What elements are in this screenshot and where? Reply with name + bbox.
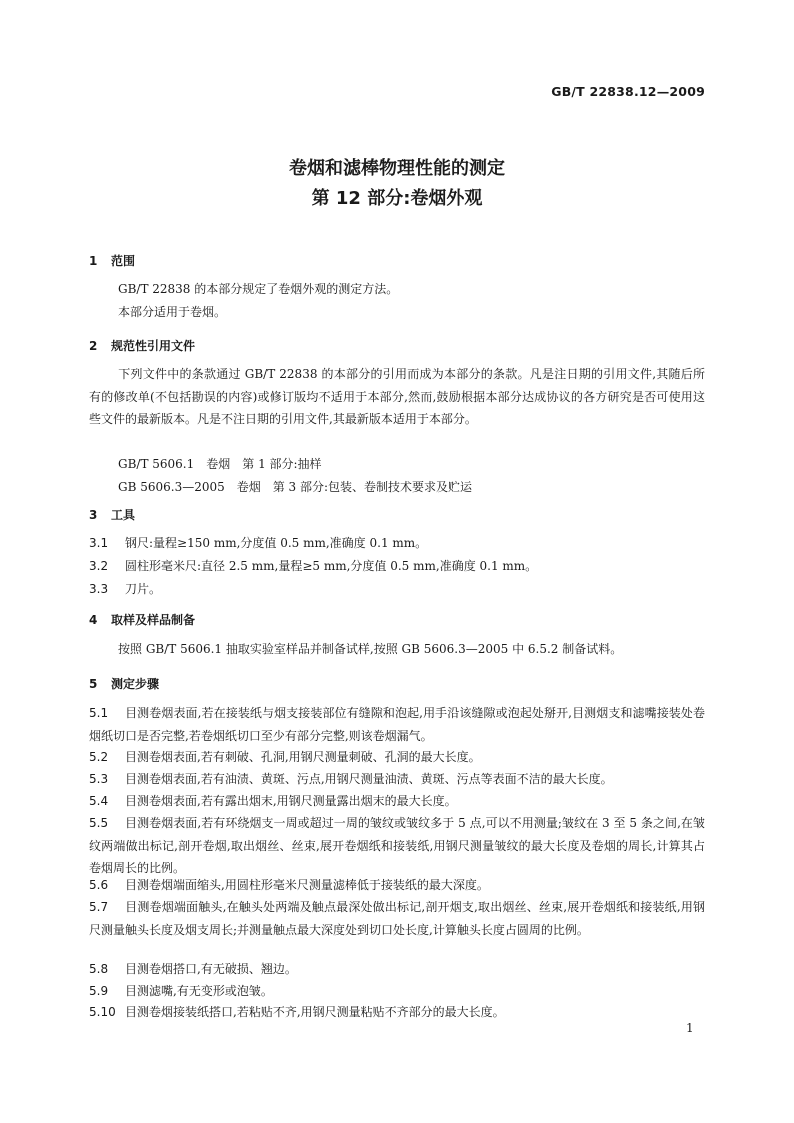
item-text: 圆柱形毫米尺:直径 2.5 mm,量程≥5 mm,分度值 0.5 mm,准确度 0.1 mm。 bbox=[125, 559, 538, 573]
section-number: 4 bbox=[89, 613, 98, 627]
section-title: 工具 bbox=[111, 508, 136, 522]
list-item bbox=[89, 896, 705, 941]
item-text: 钢尺:量程≥150 mm,分度值 0.5 mm,准确度 0.1 mm。 bbox=[125, 536, 428, 550]
item-text: 目测滤嘴,有无变形或泡皱。 bbox=[125, 984, 273, 998]
section-heading-sampling bbox=[89, 611, 195, 628]
section-title: 取样及样品制备 bbox=[111, 613, 196, 627]
list-item bbox=[89, 768, 705, 791]
section-heading-normative-references bbox=[89, 337, 195, 354]
item-number: 5.8 bbox=[89, 962, 109, 976]
section-heading-scope bbox=[89, 252, 135, 269]
item-number: 5.2 bbox=[89, 750, 109, 764]
section-number: 2 bbox=[89, 339, 98, 353]
section-title: 测定步骤 bbox=[111, 677, 160, 691]
item-text: 目测卷烟搭口,有无破损、翘边。 bbox=[125, 962, 297, 976]
item-number: 5.1 bbox=[89, 706, 109, 720]
item-text: 目测卷烟表面,若有露出烟末,用钢尺测量露出烟末的最大长度。 bbox=[125, 794, 457, 808]
section-number: 1 bbox=[89, 254, 98, 268]
item-number: 5.5 bbox=[89, 816, 109, 830]
list-item bbox=[89, 532, 705, 555]
list-item bbox=[89, 980, 705, 1003]
list-item bbox=[89, 790, 705, 813]
list-item bbox=[89, 1001, 705, 1024]
standard-number: GB/T 22838.12—2009 bbox=[551, 84, 705, 99]
list-item bbox=[89, 555, 705, 578]
section-heading-procedure bbox=[89, 675, 159, 692]
item-number: 5.4 bbox=[89, 794, 109, 808]
reference-item: GB/T 5606.1 卷烟 第 1 部分:抽样 bbox=[118, 457, 322, 471]
document-subtitle: 第 12 部分:卷烟外观 bbox=[311, 188, 483, 209]
section-number: 3 bbox=[89, 508, 98, 522]
item-text: 目测卷烟表面,若在接装纸与烟支接装部位有缝隙和泡起,用手沿该缝隙或泡起处掰开,目测烟支和滤嘴接装处卷烟纸切口是否完整,若卷烟纸切口至少有部分完整,则该卷烟漏气。 bbox=[89, 706, 705, 743]
paragraph: 本部分适用于卷烟。 bbox=[118, 305, 227, 319]
paragraph-text: 下列文件中的条款通过 GB/T 22838 的本部分的引用而成为本部分的条款。凡是注日期的引用文件,其随后所有的修改单(不包括勘误的内容)或修订版均不适用于本部分,然而,鼓励根据本部分达成协议的各方研究是否可使用这些文件的最新版本。凡是不注日期的引用文件,其最新版本适用于本部分。 bbox=[89, 367, 705, 426]
page-number: 1 bbox=[686, 1021, 694, 1035]
item-number: 5.9 bbox=[89, 984, 109, 998]
list-item bbox=[89, 958, 705, 981]
list-item bbox=[89, 702, 705, 747]
item-number: 3.1 bbox=[89, 536, 109, 550]
document-title: 卷烟和滤棒物理性能的测定 bbox=[289, 158, 505, 179]
item-number: 3.3 bbox=[89, 582, 109, 596]
paragraph bbox=[89, 363, 705, 431]
list-item bbox=[89, 874, 705, 897]
item-text: 目测卷烟表面,若有刺破、孔洞,用钢尺测量刺破、孔洞的最大长度。 bbox=[125, 750, 481, 764]
list-item bbox=[89, 746, 705, 769]
paragraph: GB/T 22838 的本部分规定了卷烟外观的测定方法。 bbox=[118, 282, 399, 296]
item-text: 目测卷烟端面触头,在触头处两端及触点最深处做出标记,剖开烟支,取出烟丝、丝束,展开卷烟纸和接装纸,用钢尺测量触头长度及烟支周长;并测量触点最大深度处到切口处长度,计算触头长度占圆周的比例。 bbox=[89, 900, 705, 937]
item-number: 3.2 bbox=[89, 559, 109, 573]
item-text: 目测卷烟端面缩头,用圆柱形毫米尺测量滤棒低于接装纸的最大深度。 bbox=[125, 878, 489, 892]
item-text: 目测卷烟表面,若有环绕烟支一周或超过一周的皱纹或皱纹多于 5 点,可以不用测量;皱纹在 3 至 5 条之间,在皱纹两端做出标记,剖开卷烟,取出烟丝、丝束,展开卷烟纸和接装纸,用钢尺测量皱纹的最大长度及卷烟的周长,计算其占卷烟周长的比例。 bbox=[89, 816, 705, 875]
list-item bbox=[89, 578, 705, 601]
paragraph: 按照 GB/T 5606.1 抽取实验室样品并制备试样,按照 GB 5606.3—2005 中 6.5.2 制备试料。 bbox=[118, 642, 623, 656]
item-text: 目测卷烟表面,若有油渍、黄斑、污点,用钢尺测量油渍、黄斑、污点等表面不洁的最大长度。 bbox=[125, 772, 613, 786]
item-number: 5.6 bbox=[89, 878, 109, 892]
section-title: 规范性引用文件 bbox=[111, 339, 196, 353]
list-item bbox=[89, 812, 705, 880]
item-number: 5.10 bbox=[89, 1005, 116, 1019]
section-number: 5 bbox=[89, 677, 98, 691]
item-text: 目测卷烟接装纸搭口,若粘贴不齐,用钢尺测量粘贴不齐部分的最大长度。 bbox=[125, 1005, 505, 1019]
item-number: 5.7 bbox=[89, 900, 109, 914]
reference-item: GB 5606.3—2005 卷烟 第 3 部分:包装、卷制技术要求及贮运 bbox=[118, 480, 473, 494]
item-text: 刀片。 bbox=[125, 582, 162, 596]
item-number: 5.3 bbox=[89, 772, 109, 786]
section-heading-tools bbox=[89, 506, 135, 523]
section-title: 范围 bbox=[111, 254, 136, 268]
